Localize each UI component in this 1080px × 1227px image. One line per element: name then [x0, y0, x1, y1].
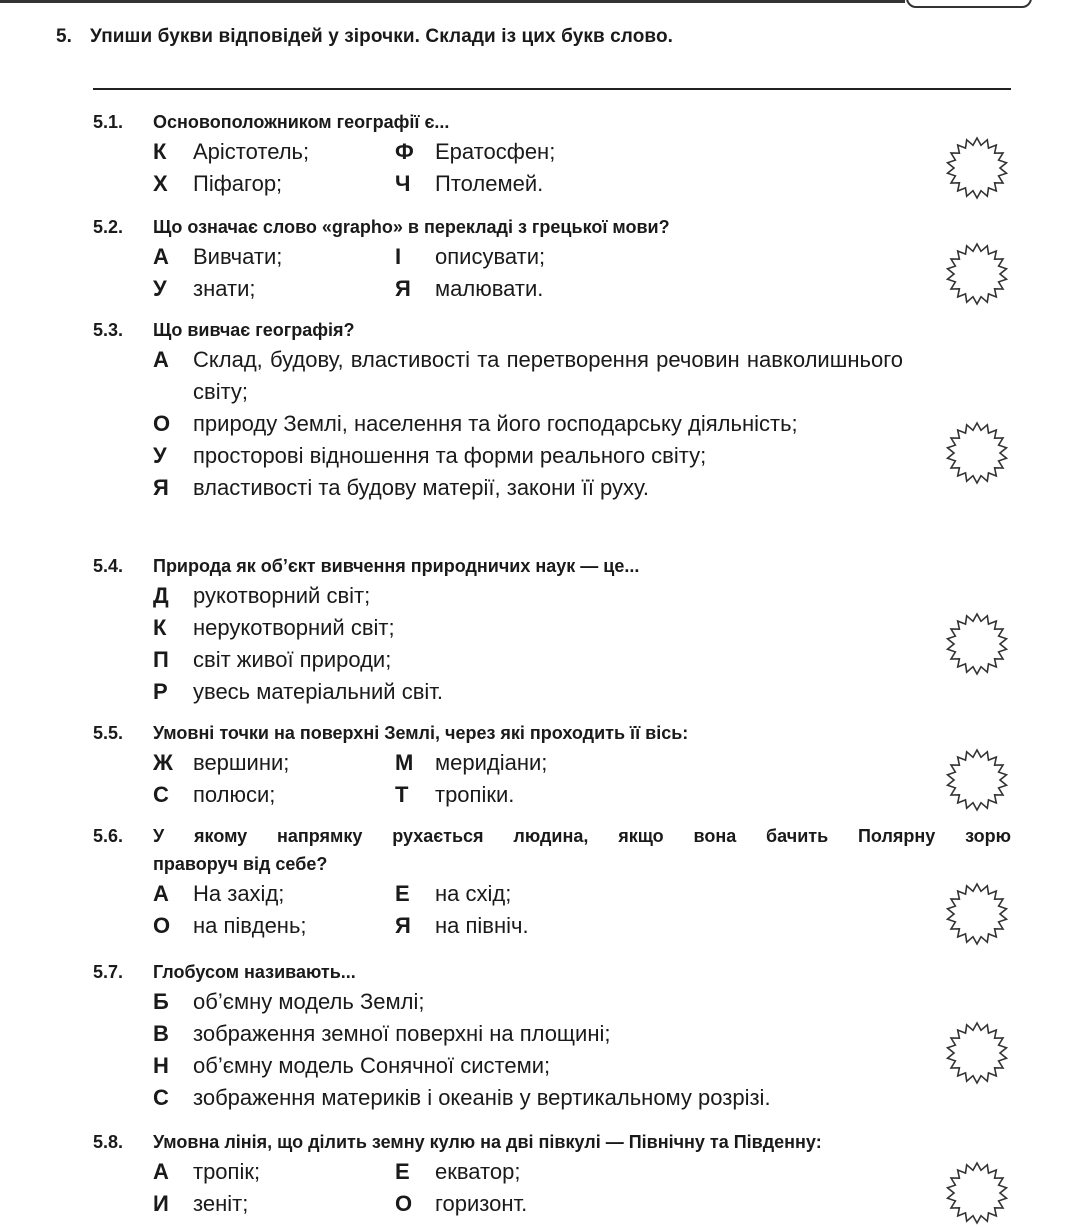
option	[153, 1191, 395, 1217]
option-text: зображення земної поверхні на площині;	[193, 1021, 611, 1046]
option	[153, 750, 395, 776]
option-text: нерукотворний світ;	[193, 615, 395, 640]
option-text: на схід;	[435, 881, 512, 906]
option	[153, 583, 370, 609]
option	[153, 1021, 610, 1047]
option-text: на південь;	[193, 913, 307, 938]
answer-star-5-6[interactable]	[944, 882, 1010, 946]
answer-star-5-7[interactable]	[944, 1021, 1010, 1085]
option	[153, 472, 1023, 504]
option-text: на північ.	[435, 913, 529, 938]
option-letter: Я	[153, 475, 169, 500]
option	[395, 171, 543, 197]
question-text: Умовна лінія, що ділить земну кулю на дві півкулі — Північну та Південну:	[153, 1132, 822, 1152]
option-text: властивості та будову матерії, закони її руху.	[193, 475, 649, 500]
question-number: 5.4.	[93, 556, 124, 576]
option	[153, 440, 1023, 472]
option-letter: Б	[153, 989, 169, 1014]
option-text: полюси;	[193, 782, 276, 807]
question-text: Природа як об’єкт вивчення природничих наук — це...	[153, 556, 640, 576]
option-letter: О	[153, 411, 171, 436]
page-top-rule	[0, 0, 905, 3]
answer-star-5-4[interactable]	[944, 612, 1010, 676]
task-header	[56, 26, 1016, 48]
option	[153, 139, 395, 165]
option-text: об’ємну модель Землі;	[193, 989, 425, 1014]
option-letter: С	[153, 1085, 169, 1110]
option	[153, 647, 391, 673]
question-text-line1: У якому напрямку рухається людина, якщо вона бачить Полярну зорю	[153, 826, 1011, 846]
option-text: світ живої природи;	[193, 647, 392, 672]
question-number: 5.3.	[93, 320, 124, 340]
option-letter: А	[153, 1159, 169, 1184]
option-text: просторові відношення та форми реального світу;	[193, 443, 707, 468]
question-5-1	[93, 108, 1023, 200]
question-5-3	[93, 316, 1023, 504]
question-5-8	[93, 1128, 1023, 1220]
option-letter: В	[153, 1021, 169, 1046]
question-text-line2: праворуч від себе?	[153, 854, 328, 874]
answer-star-5-3[interactable]	[944, 421, 1010, 485]
option-text: меридіани;	[435, 750, 548, 775]
option-text: зеніт;	[193, 1191, 249, 1216]
question-number: 5.2.	[93, 217, 124, 237]
option-text: На захід;	[193, 881, 285, 906]
option	[153, 913, 395, 939]
option-text: об’ємну модель Сонячної системи;	[193, 1053, 551, 1078]
option-letter: А	[153, 347, 169, 372]
option-letter: Е	[395, 1159, 410, 1184]
option-text: Птолемей.	[435, 171, 544, 196]
option-letter: Н	[153, 1053, 169, 1078]
option-text: Піфагор;	[193, 171, 283, 196]
question-text: Що вивчає географія?	[153, 320, 355, 340]
option-letter: О	[395, 1191, 413, 1216]
option	[153, 171, 395, 197]
question-text: Глобусом називають...	[153, 962, 356, 982]
option-letter: Д	[153, 583, 169, 608]
option	[395, 1159, 520, 1185]
option-text: малювати.	[435, 276, 544, 301]
option-letter: Х	[153, 171, 168, 196]
question-5-4	[93, 552, 1023, 708]
option	[153, 344, 1023, 408]
option-letter: К	[153, 615, 167, 640]
option-letter: Т	[395, 782, 409, 807]
option-letter: Ж	[153, 750, 173, 775]
question-text: Що означає слово «grapho» в перекладі з грецької мови?	[153, 217, 670, 237]
question-text: Умовні точки на поверхні Землі, через які проходить її вісь:	[153, 723, 689, 743]
option	[395, 913, 529, 939]
question-5-5	[93, 719, 1023, 811]
option-letter: Ч	[395, 171, 411, 196]
option-letter: О	[153, 913, 171, 938]
answer-word-line[interactable]	[93, 88, 1011, 90]
question-number: 5.8.	[93, 1132, 124, 1152]
option-letter: І	[395, 244, 402, 269]
option	[395, 1191, 527, 1217]
option-letter: У	[153, 443, 167, 468]
option-letter: Я	[395, 276, 411, 301]
option	[395, 139, 555, 165]
option	[153, 408, 1023, 440]
question-number: 5.7.	[93, 962, 124, 982]
question-text: Основоположником географії є...	[153, 112, 450, 132]
option-letter: М	[395, 750, 414, 775]
option	[395, 782, 514, 808]
option	[153, 679, 443, 705]
option-text: Вивчати;	[193, 244, 283, 269]
question-5-6	[93, 822, 1023, 942]
option-text: знати;	[193, 276, 256, 301]
option-letter: А	[153, 881, 169, 906]
answer-star-5-8[interactable]	[944, 1161, 1010, 1225]
option-text: Арістотель;	[193, 139, 310, 164]
option-text: зображення материків і океанів у вертикальному розрізі.	[193, 1085, 771, 1110]
answer-star-5-2[interactable]	[944, 242, 1010, 306]
option-letter: Р	[153, 679, 168, 704]
option	[153, 1085, 771, 1111]
option-text: вершини;	[193, 750, 290, 775]
option-letter: А	[153, 244, 169, 269]
option	[395, 881, 511, 907]
option	[395, 244, 545, 270]
question-5-7	[93, 958, 1023, 1114]
option-text: Склад, будову, властивості та перетворення речовин навколишнього світу;	[193, 347, 903, 404]
task-instruction: Упиши букви відповідей у зірочки. Склади із цих букв слово.	[90, 26, 674, 47]
option	[153, 1053, 550, 1079]
option-letter: Я	[395, 913, 411, 938]
option-text: екватор;	[435, 1159, 521, 1184]
answer-star-5-1[interactable]	[944, 136, 1010, 200]
option-letter: У	[153, 276, 167, 301]
question-number: 5.6.	[93, 826, 124, 846]
option	[395, 276, 543, 302]
option	[153, 989, 424, 1015]
option	[153, 1159, 395, 1185]
option-letter: С	[153, 782, 169, 807]
option	[153, 615, 395, 641]
option-text: горизонт.	[435, 1191, 528, 1216]
option-letter: Ф	[395, 139, 414, 164]
option-text: описувати;	[435, 244, 546, 269]
option-text: тропіки.	[435, 782, 515, 807]
option	[153, 782, 395, 808]
option-letter: П	[153, 647, 169, 672]
option	[395, 750, 547, 776]
question-5-2	[93, 213, 1023, 305]
option-text: Ератосфен;	[435, 139, 556, 164]
option-text: природу Землі, населення та його господарську діяльність;	[193, 411, 798, 436]
option	[153, 244, 395, 270]
page-top-box	[906, 0, 1032, 8]
option-letter: Е	[395, 881, 410, 906]
option	[153, 276, 395, 302]
option-text: увесь матеріальний світ.	[193, 679, 444, 704]
answer-star-5-5[interactable]	[944, 748, 1010, 812]
question-number: 5.5.	[93, 723, 124, 743]
option-letter: К	[153, 139, 167, 164]
option-text: тропік;	[193, 1159, 261, 1184]
option-letter: И	[153, 1191, 169, 1216]
question-number: 5.1.	[93, 112, 124, 132]
task-number: 5.	[56, 26, 73, 47]
option-text: рукотворний світ;	[193, 583, 371, 608]
option	[153, 881, 395, 907]
